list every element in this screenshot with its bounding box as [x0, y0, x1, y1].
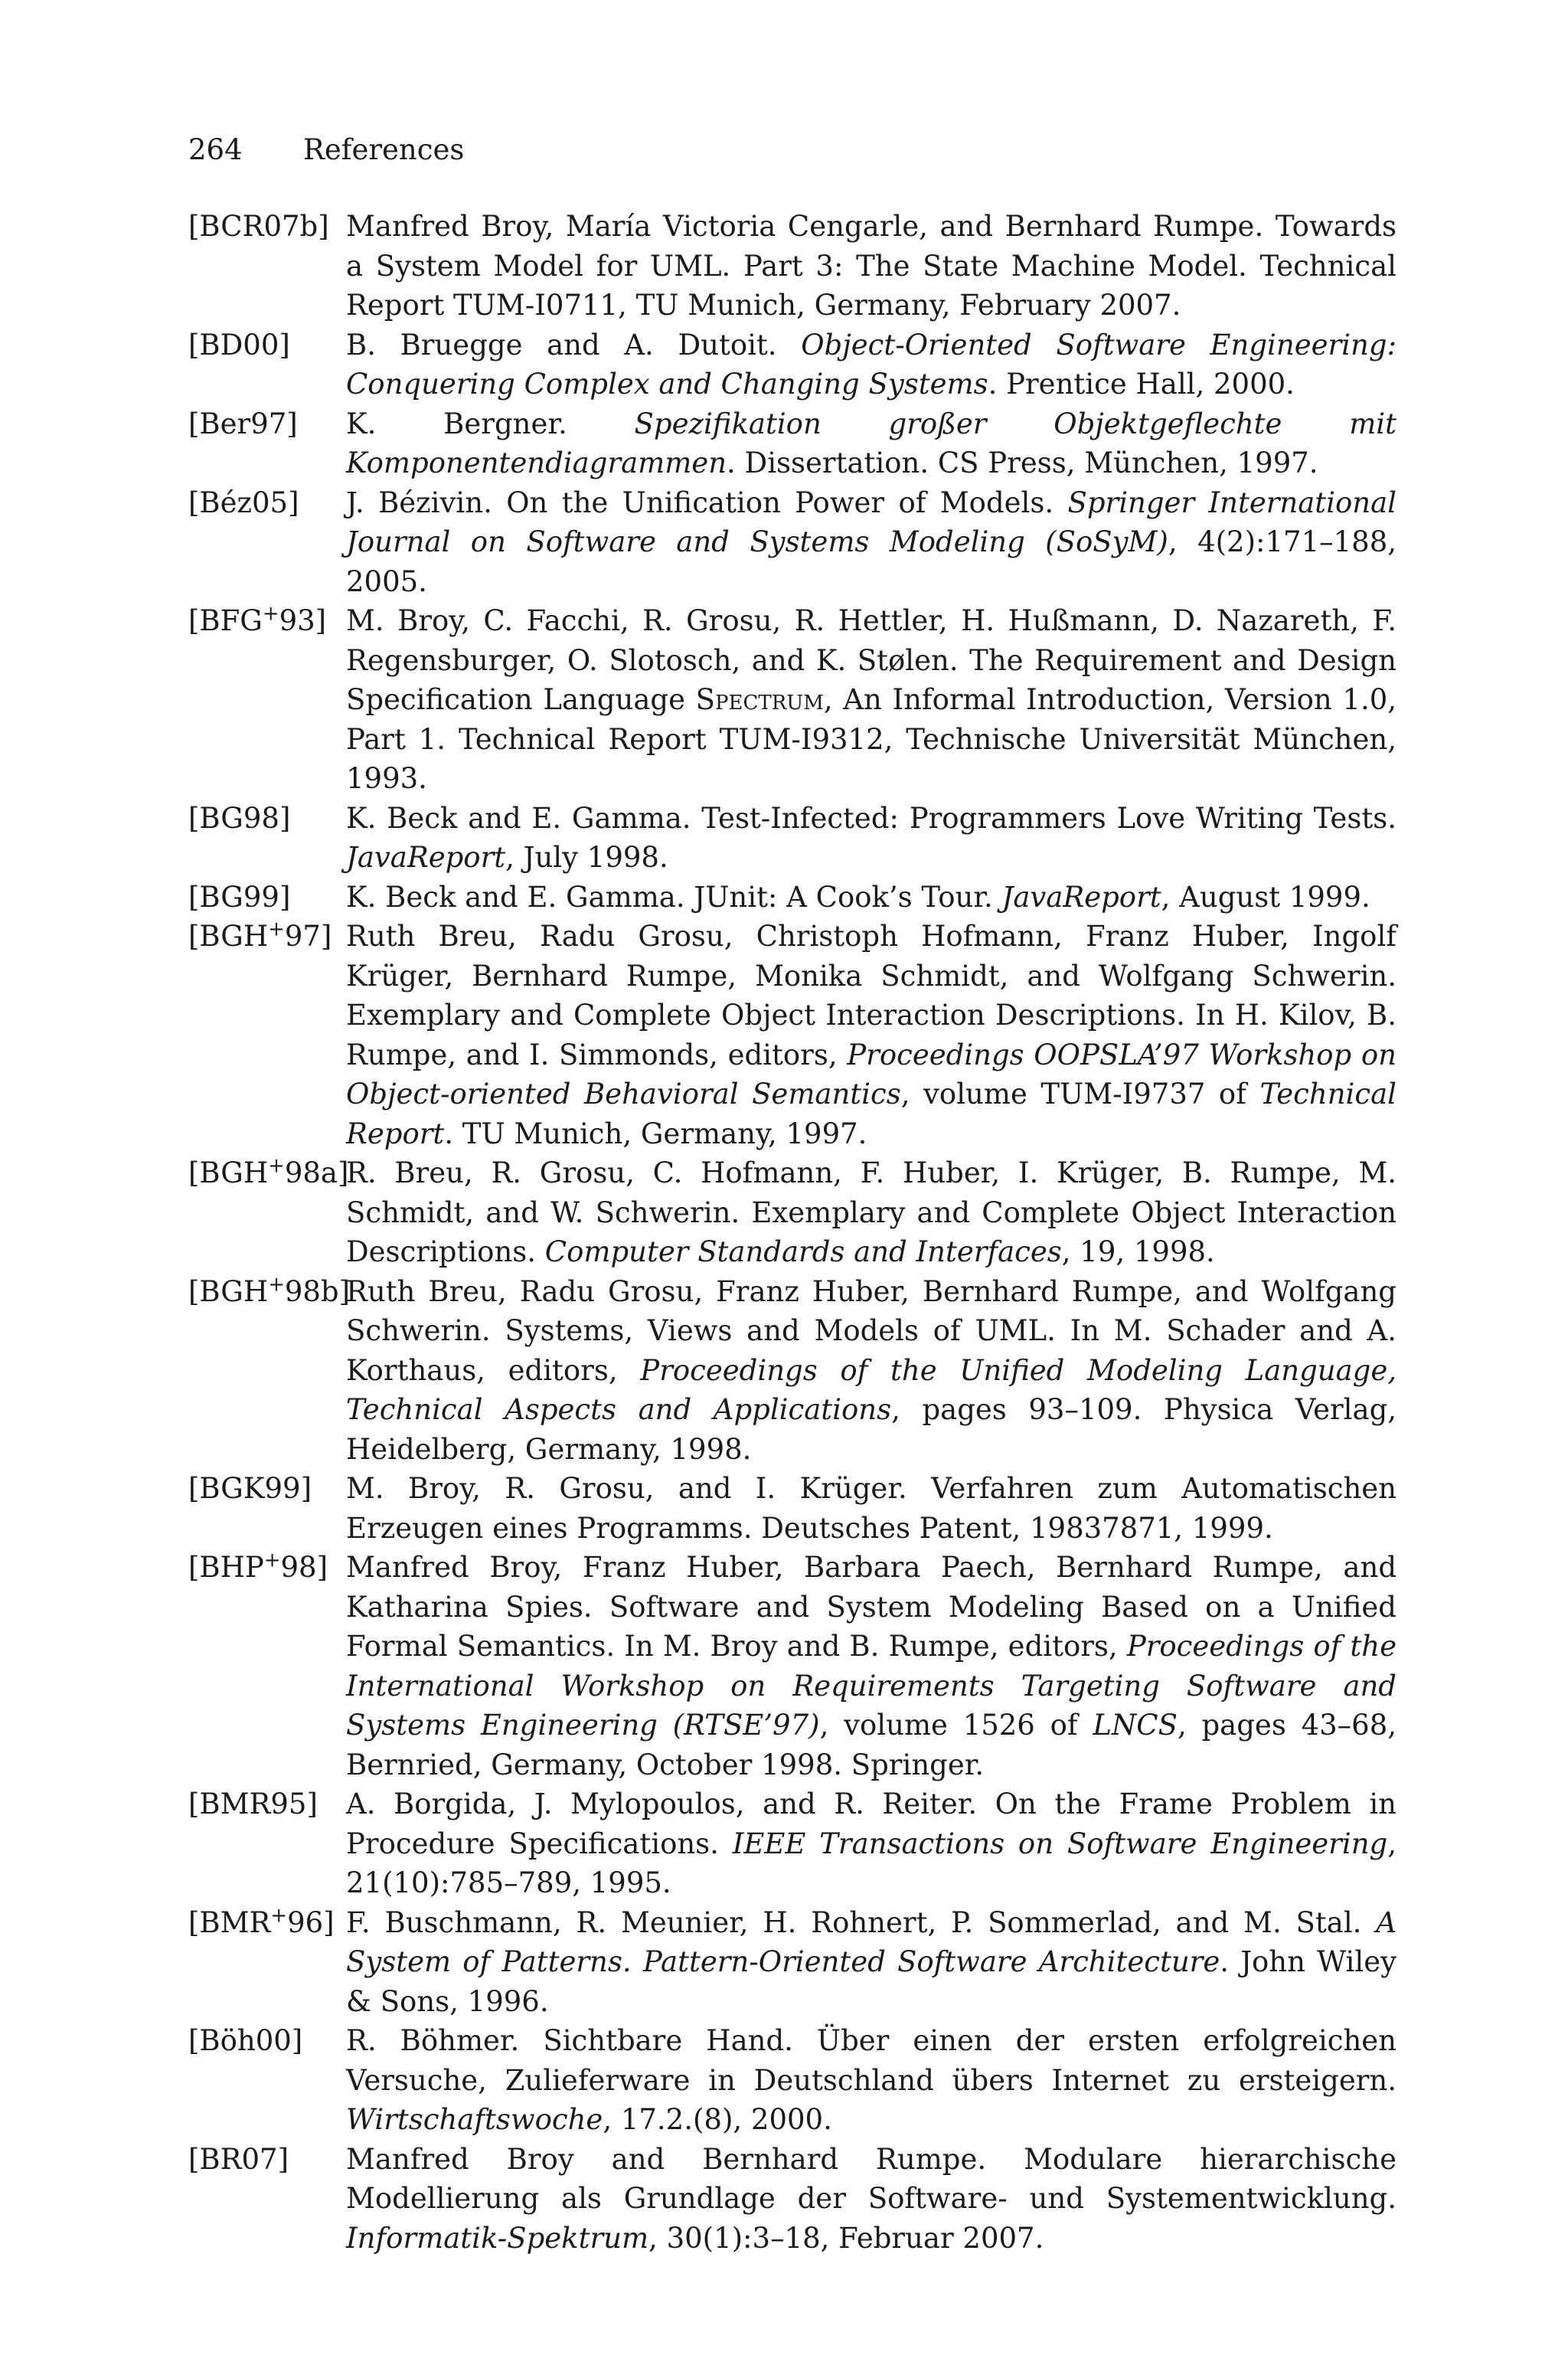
reference-text: [346, 802, 1396, 875]
reference-text-run: A. Borgida, J. Mylopoulos, and R. Reiter. On the Frame Problem in Procedure Specifications.: [346, 1788, 1396, 1860]
reference-text-run: . John Wiley & Sons, 1996.: [346, 1945, 1397, 2018]
reference-entry: [188, 1903, 1396, 2022]
reference-text: [346, 1156, 1396, 1268]
reference-italic-text: Springer International Journal on Software and Systems Modeling (SoSyM): [346, 486, 1396, 558]
reference-entry: [188, 207, 1396, 325]
reference-key: [Böh00]: [188, 2024, 303, 2057]
reference-text-run: . TU Munich, Germany, 1997.: [444, 1117, 867, 1150]
reference-text-run: Ruth Breu, Radu Grosu, Franz Huber, Bernhard Rumpe, and Wolfgang Schwerin. Systems, Views and Models of UML. In M. Schader and A. Korthaus, editors,: [346, 1274, 1396, 1387]
reference-text-run: M. Broy, R. Grosu, and I. Krüger. Verfahren zum Automatischen Erzeugen eines Programms. Deutsches Patent, 19837871, 1999.: [346, 1472, 1396, 1545]
reference-entry: [188, 1153, 1396, 1272]
reference-italic-text: Spezifikation großer Objektgeflechte mit Komponentendiagrammen: [346, 407, 1397, 479]
reference-text-run: Manfred Broy, María Victoria Cengarle, and Bernhard Rumpe. Towards a System Model for UML. Part 3: The State Machine Model. Technical Report TUM-I0711, TU Munich, Germany, February 2007.: [346, 210, 1396, 322]
reference-text-run: , August 1999.: [1161, 880, 1370, 914]
reference-italic-text: Wirtschaftswoche: [346, 2103, 603, 2136]
reference-text-run: , volume 1526 of: [819, 1709, 1093, 1742]
reference-text: [346, 1472, 1396, 1545]
reference-italic-text: IEEE Transactions on Software Engineering: [732, 1827, 1388, 1860]
reference-text: [346, 329, 1396, 401]
reference-key: [BMR+96]: [188, 1904, 335, 1939]
reference-text: [346, 1788, 1396, 1899]
reference-italic-text: A System of Patterns. Pattern-Oriented Software Architecture: [346, 1905, 1396, 1978]
reference-key: [BCR07b]: [188, 210, 329, 243]
section-title: References: [303, 133, 465, 166]
reference-entry: [188, 878, 1396, 918]
reference-entry: [188, 1272, 1396, 1470]
reference-key: [BGH+98b]: [188, 1273, 351, 1308]
reference-text: [346, 1275, 1396, 1466]
reference-key: [BGH+97]: [188, 918, 332, 953]
reference-entry: [188, 601, 1396, 799]
reference-text-run: , pages 93–109. Physica Verlag, Heidelberg, Germany, 1998.: [346, 1393, 1397, 1466]
reference-italic-text: Informatik-Spektrum: [346, 2221, 649, 2255]
reference-text: [346, 604, 1396, 795]
reference-text: [346, 2143, 1396, 2255]
reference-italic-text: Proceedings of the International Workshop on Requirements Targeting Software and Systems Engineering (RTSE’97): [346, 1630, 1397, 1742]
reference-text-run: R. Böhmer. Sichtbare Hand. Über einen der ersten erfolgreichen Versuche, Zulieferware in Deutschland übers Internet zu ersteigern.: [346, 2024, 1396, 2097]
reference-key: [BFG+93]: [188, 602, 327, 637]
reference-entry: [188, 483, 1396, 602]
reference-text: [346, 2024, 1396, 2136]
reference-italic-text: JavaReport: [1001, 880, 1161, 914]
reference-italic-text: Computer Standards and Interfaces: [544, 1235, 1062, 1268]
reference-text-run: Manfred Broy, Franz Huber, Barbara Paech, Bernhard Rumpe, and Katharina Spies. Software and System Modeling Based on a Unified Formal Semantics. In M. Broy and B. Rumpe, editors,: [346, 1551, 1396, 1663]
reference-list: [188, 207, 1396, 2258]
reference-text-run: , 4(2):171–188, 2005.: [346, 525, 1396, 598]
reference-text-run: M. Broy, C. Facchi, R. Grosu, R. Hettler, H. Hußmann, D. Nazareth, F. Regensburger, O. Slotosch, and K. Stølen. The Requirement and Design Specification Language: [346, 604, 1396, 716]
reference-entry: [188, 799, 1396, 878]
reference-entry: [188, 1469, 1396, 1548]
reference-text-run: K. Beck and E. Gamma. JUnit: A Cook’s Tour.: [346, 880, 1002, 914]
reference-key: [BG98]: [188, 801, 291, 835]
reference-text-run: B. Bruegge and A. Dutoit.: [346, 328, 802, 361]
reference-text-run: Spectrum: [695, 683, 824, 716]
reference-key: [Béz05]: [188, 486, 299, 519]
reference-text: [346, 407, 1396, 480]
reference-key: [BR07]: [188, 2142, 289, 2176]
reference-text: [346, 920, 1396, 1150]
reference-text-run: , July 1998.: [505, 841, 668, 874]
reference-key: [BHP+98]: [188, 1549, 328, 1584]
running-head: [188, 130, 464, 170]
reference-text-run: , 19, 1998.: [1061, 1235, 1215, 1268]
reference-entry: [188, 404, 1396, 483]
reference-entry: [188, 917, 1396, 1153]
reference-key: [BD00]: [188, 328, 290, 361]
reference-text-run: , An Informal Introduction, Version 1.0, Part 1. Technical Report TUM-I9312, Technische Universität München, 1993.: [346, 683, 1397, 795]
reference-italic-text: LNCS: [1093, 1709, 1178, 1742]
reference-entry: [188, 1784, 1396, 1903]
reference-text-run: F. Buschmann, R. Meunier, H. Rohnert, P. Sommerlad, and M. Stal.: [346, 1905, 1377, 1939]
reference-text: [346, 881, 1370, 914]
reference-text-run: Ruth Breu, Radu Grosu, Christoph Hofmann, Franz Huber, Ingolf Krüger, Bernhard Rumpe, Monika Schmidt, and Wolfgang Schwerin. Exemplary and Complete Object Interaction Descriptions. In H. Kilov, B. Rumpe, and I. Simmonds, editors,: [346, 920, 1396, 1071]
reference-entry: [188, 2140, 1396, 2259]
reference-italic-text: Proceedings of the Unified Modeling Language, Technical Aspects and Applications: [346, 1353, 1397, 1426]
reference-italic-text: Technical Report: [346, 1078, 1396, 1150]
reference-text-run: , pages 43–68, Bernried, Germany, October 1998. Springer.: [346, 1709, 1396, 1781]
reference-italic-text: JavaReport: [346, 841, 506, 874]
reference-text-run: J. Bézivin. On the Unification Power of Models.: [346, 486, 1068, 519]
reference-entry: [188, 2021, 1396, 2140]
reference-text-run: K. Bergner.: [346, 407, 635, 440]
reference-text-run: , 21(10):785–789, 1995.: [346, 1827, 1396, 1899]
reference-italic-text: Object-Oriented Software Engineering: Conquering Complex and Changing Systems: [346, 328, 1396, 401]
reference-entry: [188, 1548, 1396, 1784]
reference-text-run: K. Beck and E. Gamma. Test-Infected: Programmers Love Writing Tests.: [346, 801, 1396, 835]
reference-text-run: , 30(1):3–18, Februar 2007.: [648, 2221, 1044, 2255]
reference-key: [BG99]: [188, 880, 291, 914]
reference-text: [346, 1906, 1396, 2018]
reference-text: [346, 210, 1396, 322]
reference-text-run: , volume TUM-I9737 of: [900, 1078, 1260, 1110]
reference-text-run: . Dissertation. CS Press, München, 1997.: [727, 446, 1318, 479]
reference-key: [BMR95]: [188, 1788, 318, 1820]
reference-text-run: Manfred Broy and Bernhard Rumpe. Modulare hierarchische Modellierung als Grundlage der Software- und Systementwicklung.: [346, 2142, 1396, 2215]
reference-text-run: , 17.2.(8), 2000.: [603, 2103, 832, 2136]
reference-text-run: R. Breu, R. Grosu, C. Hofmann, F. Huber, I. Krüger, B. Rumpe, M. Schmidt, and W. Schwerin. Exemplary and Complete Object Interaction Descriptions.: [346, 1156, 1396, 1268]
reference-text: [346, 1551, 1396, 1781]
reference-key: [Ber97]: [188, 407, 298, 440]
reference-entry: [188, 325, 1396, 404]
reference-text: [346, 486, 1396, 598]
page-number: 264: [188, 133, 243, 166]
reference-text-run: . Prentice Hall, 2000.: [988, 368, 1295, 401]
reference-italic-text: Proceedings OOPSLA’97 Workshop on Object-oriented Behavioral Semantics: [346, 1038, 1396, 1110]
reference-key: [BGK99]: [188, 1472, 312, 1505]
reference-key: [BGH+98a]: [188, 1154, 349, 1189]
